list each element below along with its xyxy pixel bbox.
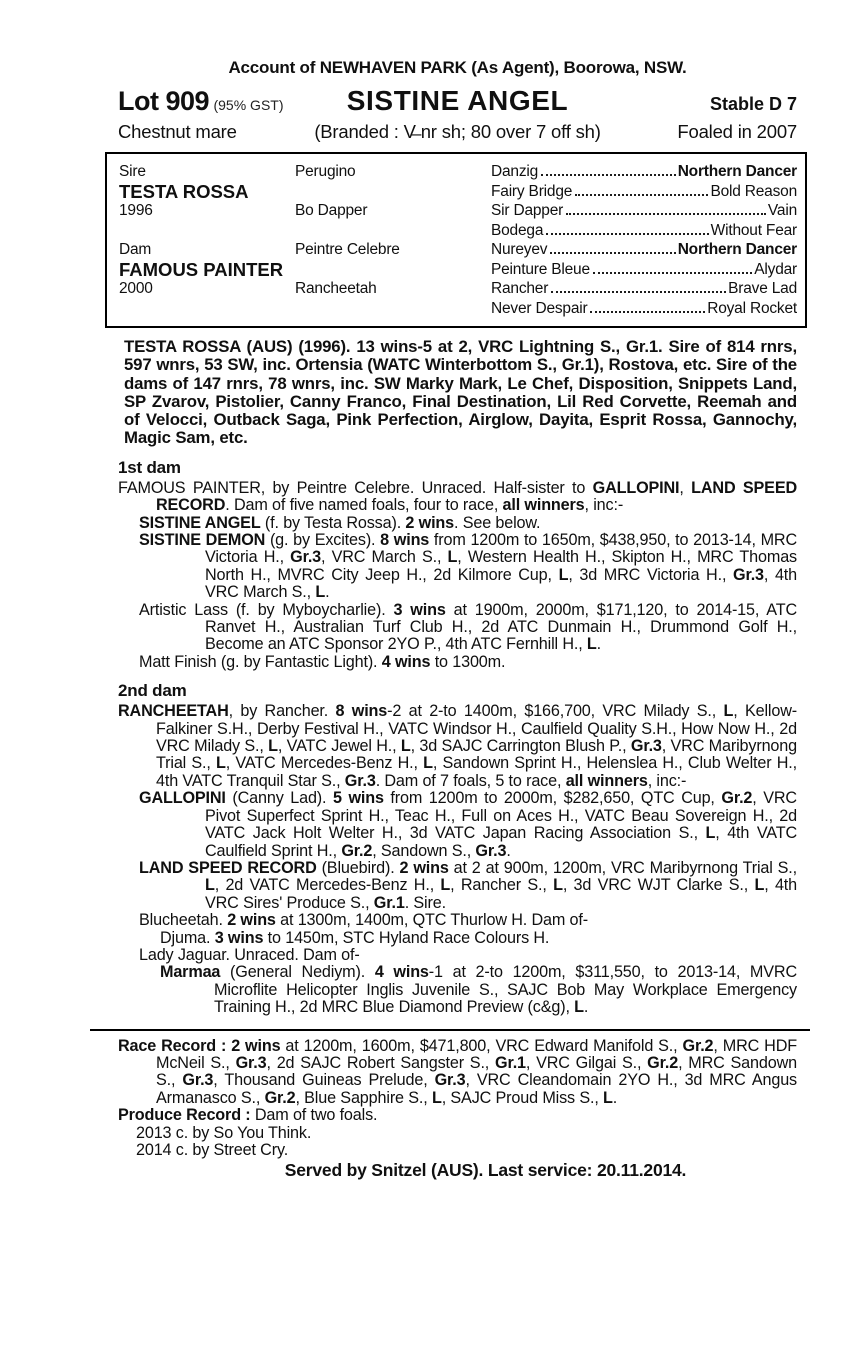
dot-leader [566,213,766,215]
dot-leader [541,174,676,176]
section-divider [90,1029,810,1031]
gen3-row [491,240,797,260]
pedigree-table [105,152,807,328]
sire-year: 1996 [119,202,153,219]
brand-description: (Branded : V̶ nr sh; 80 over 7 off sh) [314,121,601,142]
stable-number: Stable D 7 [709,94,797,114]
foal-2013: 2013 c. by So You Think. [136,1123,312,1142]
entry-land-speed-record: LAND SPEED RECORD (Bluebird). 2 wins at 2 at 900m, 1200m, VRC Maribyrnong Trial S., L, 2d VATC Mercedes-Benz H., L, Rancher S., L, 3d VRC WJT Clarke S., L, 4th VRC Sires' Produce S., Gr.1. Sire. [139,858,797,912]
dot-leader [551,291,726,293]
dot-leader [546,233,708,235]
sire-name: TESTA ROSSA [119,180,249,202]
gen3-row [491,201,797,221]
gen3-sire: Peinture Bleue [491,260,590,278]
gen3-row [491,279,797,299]
produce-record: Produce Record : Dam of two foals. [118,1106,378,1125]
entry-gallopini: GALLOPINI (Canny Lad). 5 wins from 1200m to 2000m, $282,650, QTC Cup, Gr.2, VRC Pivot Superfect Sprint H., Teac H., Full on Aces H., VATC Beau Sovereign H., 2d VATC Jack Holt Welter H., 3d VATC Japan Racing Association S., L, 4th VATC Caulfield Sprint H., Gr.2, Sandown S., Gr.3. [139,789,797,860]
sire-blurb: TESTA ROSSA (AUS) (1996). 13 wins-5 at 2, VRC Lightning S., Gr.1. Sire of 814 rnrs, 597 wnrs, 53 SW, inc. Ortensia (WATC Winterbottom S., Gr.1), Rostova, etc. Sire of the dams of 147 rnrs, 78 wnrs, inc. SW Marky Mark, Le Chef, Disposition, Snippets Land, SP Zvarov, Pistolier, Canny Franco, Final Destination, Lil Red Corvette, Reemah and of Velocci, Outback Saga, Pink Perfection, Airglow, Dayita, Esprit Rossa, Gannochy, Magic Sam, etc. [124,337,797,448]
dam-block [119,240,295,318]
entry-sistine-demon: SISTINE DEMON (g. by Excites). 8 wins from 1200m to 1650m, $438,950, to 2013-14, MRC Victoria H., Gr.3, VRC March S., L, Western Health H., Skipton H., MRC Thomas North H., MVRC City Jeep H., 2d Kilmore Cup, L, 3d MRC Victoria H., Gr.3, 4th VRC March S., L. [139,531,798,602]
gen3-sire: Rancher [491,280,549,297]
entry-blucheetah: Blucheetah. 2 wins at 1300m, 1400m, QTC Thurlow H. Dam of- [139,911,588,930]
gen2-name: Bo Dapper [295,202,368,219]
gen3-dam: Bold Reason [710,182,797,200]
dot-leader [575,194,708,196]
foal-2014: 2014 c. by Street Cry. [136,1141,289,1159]
gen2-name: Rancheetah [295,280,377,297]
gen3-dam: Royal Rocket [707,299,797,317]
gen3-sire: Nureyev [491,241,548,258]
second-dam-heading: 2nd dam [118,681,187,701]
description-row [118,121,797,143]
gen3-dam: Without Fear [710,221,797,239]
gen3-row [491,299,797,319]
dam-year: 2000 [119,280,153,297]
race-record: Race Record : 2 wins at 1200m, 1600m, $471,800, VRC Edward Manifold S., Gr.2, MRC HDF McNeil S., Gr.3, 2d SAJC Robert Sangster S., Gr.1, VRC Gilgai S., Gr.2, MRC Sandown S., Gr.3, Thousand Guineas Prelude, Gr.3, VRC Cleandomain 2YO H., 3d MRC Angus Armanasco S., Gr.2, Blue Sapphire S., L, SAJC Proud Miss S., L. [118,1036,797,1107]
dam-name: FAMOUS PAINTER [119,258,284,280]
entry-sistine-angel: SISTINE ANGEL (f. by Testa Rossa). 2 wins. See below. [139,513,541,532]
entry-matt-finish: Matt Finish (g. by Fantastic Light). 4 wins to 1300m. [139,652,506,671]
sire-block [119,162,295,240]
gst-note: (95% GST) [213,97,284,113]
dot-leader [590,311,705,313]
gen3-row [491,162,797,182]
gen3-dam: Northern Dancer [677,241,797,258]
entry-famous-painter: FAMOUS PAINTER, by Peintre Celebre. Unraced. Half-sister to GALLOPINI, LAND SPEED RECORD. Dam of five named foals, four to race, all winners, inc:- [118,478,798,515]
gen3-dam: Alydar [754,260,797,278]
sire-label: Sire [119,163,146,180]
gen3-sire: Bodega [491,221,544,239]
account-line: Account of NEWHAVEN PARK (As Agent), Boorowa, NSW. [228,58,687,77]
entry-artistic-lass: Artistic Lass (f. by Myboycharlie). 3 wins at 1900m, 2000m, $171,120, to 2014-15, ATC Ranvet H., Australian Turf Club H., 2d ATC Dunmain H., Drummond Golf H., Become an ATC Sponsor 2YO P., 4th ATC Fernhill H., L. [139,600,797,654]
lot-left-group [118,86,337,117]
first-dam-heading: 1st dam [118,457,181,477]
gen3-dam: Brave Lad [728,280,797,297]
foaled-year: Foaled in 2007 [677,121,797,142]
horse-name: SISTINE ANGEL [346,85,569,116]
entry-lady-jaguar: Lady Jaguar. Unraced. Dam of- [139,945,360,964]
entry-marmaa: Marmaa (General Nediym). 4 wins-1 at 2-to 1200m, $311,550, to 2013-14, MVRC Microflite Helicopter Inglis Juvenile S., SAJC Bob May Workplace Emergency Training H., 2d MRC Blue Diamond Preview (c&g), L. [160,963,797,1017]
lot-header-row [118,85,797,117]
gen3-sire: Never Despair [491,299,588,317]
lot-number: Lot 909 [118,86,210,116]
service-line: Served by Snitzel (AUS). Last service: 20.11.2014. [284,1160,687,1181]
gen3-dam: Northern Dancer [677,163,797,180]
horse-description: Chestnut mare [118,121,237,142]
gen3-sire: Sir Dapper [491,202,564,219]
gen3-sire: Fairy Bridge [491,182,573,200]
gen3-dam: Vain [767,202,797,219]
dot-leader [550,252,675,254]
gen2-name: Peintre Celebre [295,241,400,258]
gen3-row [491,221,797,241]
gen3-sire: Danzig [491,163,539,180]
gen3-row [491,182,797,202]
dam-label: Dam [119,241,152,258]
dot-leader [593,272,752,274]
entry-rancheetah: RANCHEETAH, by Rancher. 8 wins-2 at 2-to 1400m, $166,700, VRC Milady S., L, Kellow-Falkiner S.H., Derby Festival H., VATC Windsor H., Caulfield Quality S.H., How Now H., 2d VRC Milady S., L, VATC Jewel H., L, 3d SAJC Carrington Blush P., Gr.3, VRC Maribyrnong Trial S., L, VATC Mercedes-Benz H., L, Sandown Sprint H., Helenslea H., Club Welter H., 4th VATC Tranquil Star S., Gr.3. Dam of 7 foals, 5 to race, all winners, inc:- [118,702,797,790]
gen2-name: Perugino [295,163,356,180]
gen3-row [491,260,797,280]
entry-djuma: Djuma. 3 wins to 1450m, STC Hyland Race Colours H. [160,928,550,947]
